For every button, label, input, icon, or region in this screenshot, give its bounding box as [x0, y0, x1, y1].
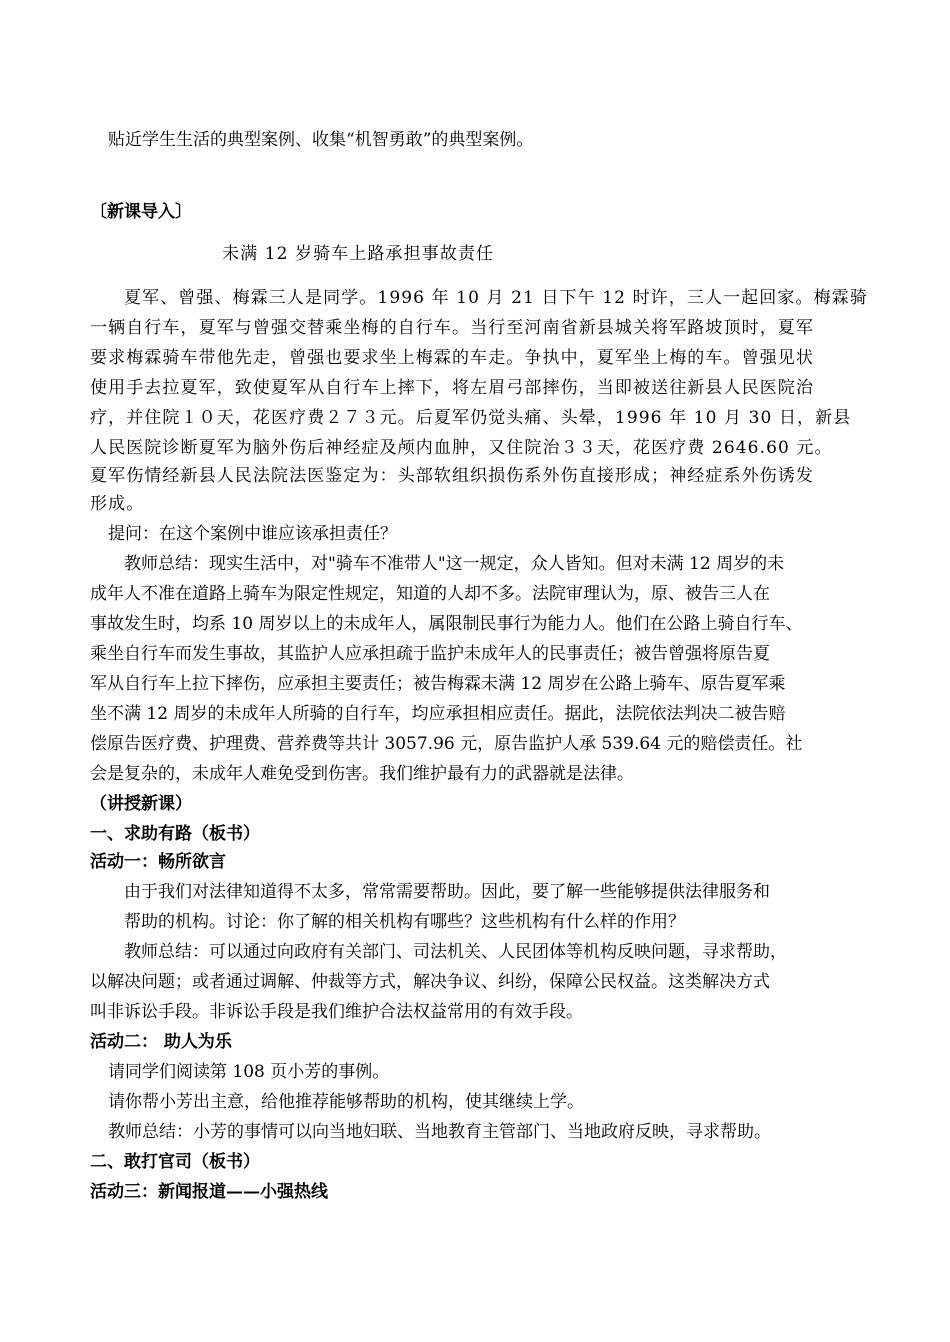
teacher-summary-line: 军从自行车上拉下摔伤，应承担主要责任；被告梅霖未满 12 周岁在公路上骑车、原告夏军乘 — [90, 674, 786, 694]
case-paragraph-line: 人民医院诊断夏军为脑外伤后神经症及颅内血肿，又住院治３３天，花医疗费 2646.60 元。 — [90, 438, 833, 458]
activity-two-line: 请你帮小芳出主意，给他推荐能够帮助的机构，使其继续上学。 — [108, 1092, 584, 1112]
case-paragraph-line: 形成。 — [90, 494, 145, 514]
case-title: 未满 12 岁骑车上路承担事故责任 — [222, 244, 495, 264]
section-teach-new: （讲授新课） — [90, 794, 192, 814]
activity-three-heading: 活动三：新闻报道——小强热线 — [90, 1182, 328, 1202]
teacher-summary-line: 成年人不准在道路上骑车为限定性规定，知道的人却不多。法院审理认为，原、被告三人在 — [90, 584, 770, 604]
activity-one-heading: 活动一：畅所欲言 — [90, 852, 226, 872]
activity-two-heading: 活动二： 助人为乐 — [90, 1032, 232, 1052]
case-paragraph-line: 夏军伤情经新县人民法院法医鉴定为：头部软组织损伤系外伤直接形成；神经症系外伤诱发 — [90, 466, 814, 486]
teacher-summary-line: 会是复杂的，未成年人难免受到伤害。我们维护最有力的武器就是法律。 — [90, 764, 634, 784]
teacher-summary-line: 坐不满 12 周岁的未成年人所骑的自行车，均应承担相应责任。据此，法院依法判决二被告赔 — [90, 704, 786, 724]
heading-help-available: 一、求助有路（板书） — [90, 824, 260, 844]
heading-go-to-court: 二、敢打官司（板书） — [90, 1152, 260, 1172]
case-paragraph-line: 一辆自行车，夏军与曾强交替乘坐梅的自行车。当行至河南省新县城关将军路坡顶时，夏军 — [90, 318, 814, 338]
teacher-summary-two-line: 以解决问题；或者通过调解、仲裁等方式，解决争议、纠纷，保障公民权益。这类解决方式 — [90, 972, 770, 992]
case-paragraph-line: 夏军、曾强、梅霖三人是同学。1996 年 10 月 21 日下午 12 时许，三人一起回家。梅霖骑 — [124, 288, 868, 308]
teacher-summary-two-line: 教师总结：可以通过向政府有关部门、司法机关、人民团体等机构反映问题，寻求帮助， — [124, 942, 787, 962]
teacher-summary-line: 偿原告医疗费、护理费、营养费等共计 3057.96 元，原告监护人承 539.64 元的赔偿责任。社 — [90, 734, 803, 754]
intro-line: 贴近学生生活的典型案例、收集“机智勇敢”的典型案例。 — [108, 130, 534, 150]
teacher-summary-line: 教师总结：现实生活中，对"骑车不准带人"这一规定，众人皆知。但对未满 12 周岁的未 — [124, 554, 785, 574]
section-new-lesson-intro: 〔新课导入〕 — [90, 202, 192, 222]
question-line: 提问：在这个案例中谁应该承担责任？ — [108, 524, 397, 544]
case-paragraph-line: 要求梅霖骑车带他先走，曾强也要求坐上梅霖的车走。争执中，夏军坐上梅的车。曾强见状 — [90, 348, 814, 368]
case-paragraph-line: 疗，并住院１０天，花医疗费２７３元。后夏军仍觉头痛、头晕，1996 年 10 月 30 日，新县 — [90, 408, 852, 428]
activity-one-line: 帮助的机构。讨论：你了解的相关机构有哪些？这些机构有什么样的作用？ — [124, 912, 685, 932]
teacher-summary-line: 事故发生时，均系 10 周岁以上的未成年人，属限制民事行为能力人。他们在公路上骑自行车、 — [90, 614, 803, 634]
activity-two-line: 请同学们阅读第 108 页小芳的事例。 — [108, 1062, 390, 1082]
teacher-summary-line: 乘坐自行车而发生事故，其监护人应承担疏于监护未成年人的民事责任；被告曾强将原告夏 — [90, 644, 770, 664]
activity-two-line: 教师总结：小芳的事情可以向当地妇联、当地教育主管部门、当地政府反映，寻求帮助。 — [108, 1122, 771, 1142]
case-paragraph-line: 使用手去拉夏军，致使夏军从自行车上摔下，将左眉弓部摔伤，当即被送往新县人民医院治 — [90, 378, 814, 398]
activity-one-line: 由于我们对法律知道得不太多，常常需要帮助。因此，要了解一些能够提供法律服务和 — [124, 882, 770, 902]
teacher-summary-two-line: 叫非诉讼手段。非诉讼手段是我们维护合法权益常用的有效手段。 — [90, 1002, 583, 1022]
